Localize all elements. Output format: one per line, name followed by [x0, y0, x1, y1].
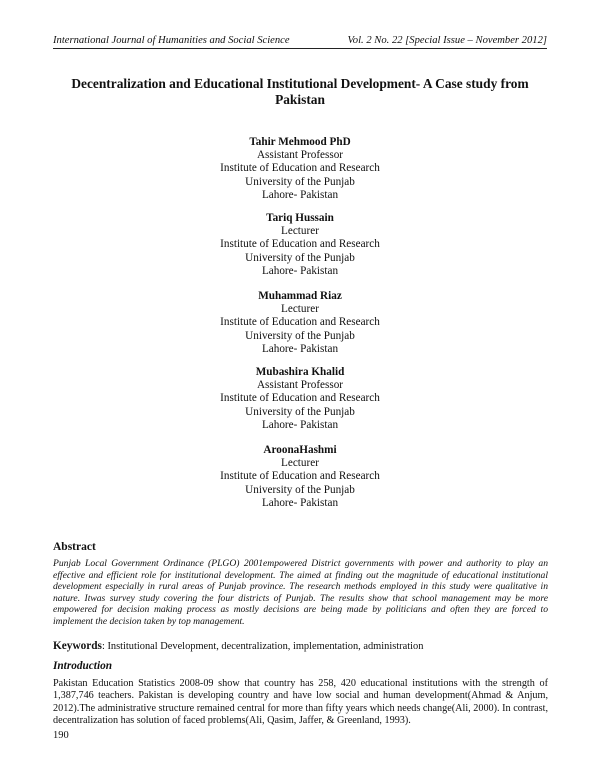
running-header — [53, 35, 547, 49]
author-position: Assistant Professor — [256, 379, 344, 392]
author-location: Lahore- Pakistan — [261, 264, 339, 277]
author-block-4 — [150, 366, 450, 432]
author-institute: Institute of Education and Research — [220, 316, 380, 329]
introduction-heading: Introduction — [53, 660, 113, 672]
author-institute: Institute of Education and Research — [220, 162, 380, 175]
journal-name: International Journal of Humanities and Social Science — [53, 35, 290, 46]
title-line-2: Pakistan — [275, 92, 325, 107]
author-institute: Institute of Education and Research — [220, 392, 380, 405]
author-location: Lahore- Pakistan — [261, 496, 339, 509]
issue-info: Vol. 2 No. 22 [Special Issue – November 2012] — [347, 35, 547, 46]
author-position: Lecturer — [281, 303, 319, 316]
author-university: University of the Punjab — [245, 251, 355, 264]
author-position: Lecturer — [281, 225, 319, 238]
author-location: Lahore- Pakistan — [261, 418, 339, 431]
author-university: University of the Punjab — [245, 483, 355, 496]
author-position: Lecturer — [281, 457, 319, 470]
page-number: 190 — [53, 730, 69, 741]
author-name: Tariq Hussain — [266, 212, 334, 224]
author-university: University of the Punjab — [245, 329, 355, 342]
keywords-label: Keywords — [53, 640, 102, 652]
author-university: University of the Punjab — [245, 175, 355, 188]
introduction-text: Pakistan Education Statistics 2008-09 show that country has 258, 420 educational institutions with the strength of 1,387,746 teachers. Pakistan is developing country and have low social and human development(Ahmad & Anjum, 2012).The administrative structure remained central for more than fifty years which needs change(Ali, 2000). In contrast, decentralization has solution of faced problems(Ali, Qasim, Jaffer, & Greenland, 1993). — [53, 678, 548, 726]
author-block-2 — [150, 212, 450, 278]
title-line-1: Decentralization and Educational Institutional Development- A Case study from — [71, 76, 529, 91]
author-name: Muhammad Riaz — [258, 290, 342, 302]
keywords-text: : Institutional Development, decentralization, implementation, administration — [101, 641, 424, 652]
author-name: Tahir Mehmood PhD — [249, 136, 351, 148]
author-location: Lahore- Pakistan — [261, 342, 339, 355]
author-institute: Institute of Education and Research — [220, 238, 380, 251]
author-location: Lahore- Pakistan — [261, 188, 339, 201]
author-block-5 — [150, 444, 450, 510]
author-position: Assistant Professor — [256, 149, 344, 162]
author-institute: Institute of Education and Research — [220, 470, 380, 483]
abstract-heading: Abstract — [53, 541, 96, 553]
keywords-line — [53, 640, 548, 652]
author-name: Mubashira Khalid — [255, 366, 345, 378]
paper-title — [60, 76, 540, 108]
author-block-3 — [150, 290, 450, 356]
abstract-text: Punjab Local Government Ordinance (PLGO) 2001empowered District governments with power and authority to play an effective and efficient role for institutional development. The aimed at finding out the magnitude of educational institutional development especially in rural areas of Punjab province. The research methods employed in this study were qualitative in nature. Itwas survey study covering the four districts of Punjab. The results show that school management may be more empowered for decision making process as mostly decisions are being made by politicians and often they are forced to implement the decision taken by top management. — [53, 558, 548, 627]
author-block-1 — [150, 136, 450, 202]
author-university: University of the Punjab — [245, 405, 355, 418]
author-name: AroonaHashmi — [263, 444, 337, 456]
